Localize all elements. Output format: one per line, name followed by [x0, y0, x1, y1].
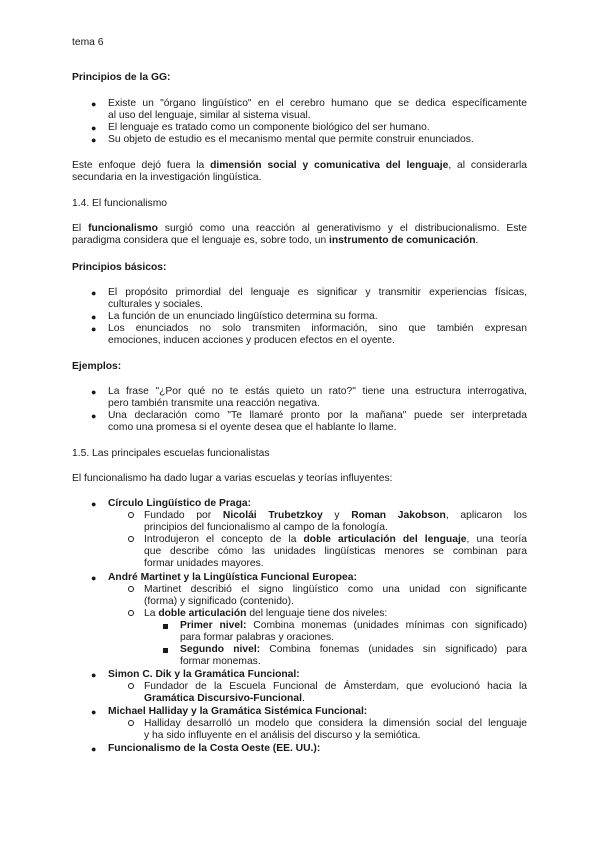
- praga-sub-1-line-2: principios del funcionalismo al campo de la fonología.: [144, 522, 388, 533]
- gg-paragraph-line-2: secundaria en la investigación lingüística.: [72, 172, 262, 183]
- basic-principles-heading: Principios básicos:: [72, 262, 167, 273]
- circle-bullet-icon: [128, 720, 134, 726]
- bullet-icon: ●: [91, 288, 97, 298]
- bullet-icon: ●: [91, 135, 97, 145]
- gg-bullet-3: Su objeto de estudio es el mecanismo mental que permite construir enunciados.: [108, 134, 474, 145]
- martinet-sub-1-line-2: (forma) y significado (contenido).: [144, 596, 294, 607]
- praga-sub-2-line-2: que describe cómo las unidades lingüísticas menores se combinan para: [144, 546, 527, 557]
- section-title-1-5: 1.5. Las principales escuelas funcionalistas: [72, 448, 270, 459]
- schools-intro: El funcionalismo ha dado lugar a varias escuelas y teorías influyentes:: [72, 473, 393, 484]
- circle-bullet-icon: [128, 683, 134, 689]
- bullet-icon: ●: [91, 123, 97, 133]
- basic-bullet-2: La función de un enunciado lingüístico determina su forma.: [108, 311, 378, 322]
- praga-sub-2-line-1: Introdujeron el concepto de la doble articulación del lenguaje, una teoría: [144, 534, 528, 545]
- bullet-icon: ●: [91, 324, 97, 334]
- bullet-icon: ●: [91, 670, 97, 680]
- gg-heading: Principios de la GG:: [72, 72, 171, 83]
- example-2-line-1: Una declaración como "Te llamaré pronto por la mañana" puede ser interpretada: [108, 410, 527, 421]
- section-title-1-4: 1.4. El funcionalismo: [72, 198, 168, 209]
- dik-sub-1-line-2: Gramática Discursivo-Funcional.: [144, 693, 305, 704]
- gg-bullet-1-line-2: al uso del lenguaje, similar al sistema visual.: [108, 110, 311, 121]
- praga-title: Círculo Lingüístico de Praga:: [108, 498, 252, 509]
- circle-bullet-icon: [128, 610, 134, 616]
- praga-sub-1-line-1: Fundado por Nicolái Trubetzkoy y Roman Jakobson, aplicaron los: [144, 510, 527, 521]
- square-bullet-icon: [163, 624, 168, 629]
- examples-heading: Ejemplos:: [72, 361, 122, 372]
- halliday-title: Michael Halliday y la Gramática Sistémica Funcional:: [108, 706, 368, 717]
- circle-bullet-icon: [128, 512, 134, 518]
- martinet-title: André Martinet y la Lingüística Funcional Europea:: [108, 572, 357, 583]
- bullet-icon: ●: [91, 707, 97, 717]
- bullet-icon: ●: [91, 387, 97, 397]
- basic-bullet-1-line-1: El propósito primordial del lenguaje es significar y transmitir experiencias físicas,: [108, 287, 527, 298]
- basic-bullet-3-line-2: emociones, inducen acciones y producen efectos en el oyente.: [108, 335, 395, 346]
- func-intro-line-2: paradigma considera que el lenguaje es, sobre todo, un instrumento de comunicación.: [72, 235, 479, 246]
- martinet-sub-1-line-1: Martinet describió el signo lingüístico como una unidad con significante: [144, 584, 527, 595]
- bullet-icon: ●: [91, 744, 97, 754]
- martinet-level-1-line-1: Primer nivel: Combina monemas (unidades mínimas con significado): [180, 620, 527, 631]
- square-bullet-icon: [163, 648, 168, 653]
- example-1-line-1: La frase "¿Por qué no te estás quieto un rato?" tiene una estructura interrogativa,: [108, 386, 527, 397]
- bullet-icon: ●: [91, 411, 97, 421]
- martinet-level-2-line-1: Segundo nivel: Combina fonemas (unidades sin significado) para: [180, 644, 527, 655]
- bullet-icon: ●: [91, 573, 97, 583]
- bullet-icon: ●: [91, 499, 97, 509]
- bullet-icon: ●: [91, 312, 97, 322]
- gg-bullet-2: El lenguaje es tratado como un componente biológico del ser humano.: [108, 122, 430, 133]
- example-2-line-2: como una promesa si el oyente desea que el hablante lo llame.: [108, 422, 397, 433]
- circle-bullet-icon: [128, 586, 134, 592]
- costa-oeste-title: Funcionalismo de la Costa Oeste (EE. UU.):: [108, 743, 321, 754]
- dik-title: Simon C. Dik y la Gramática Funcional:: [108, 669, 300, 680]
- martinet-level-1-line-2: para formar palabras y oraciones.: [180, 632, 334, 643]
- gg-bullet-1-line-1: Existe un "órgano lingüístico" en el cerebro humano que se dedica específicamente: [108, 98, 527, 109]
- gg-paragraph-line-1: Este enfoque dejó fuera la dimensión social y comunicativa del lenguaje, al considerarla: [72, 160, 528, 171]
- page-header: tema 6: [72, 37, 104, 48]
- martinet-sub-2: La doble articulación del lenguaje tiene dos niveles:: [144, 608, 388, 619]
- func-intro-line-1: El funcionalismo surgió como una reacción al generativismo y el distribucionalismo. Este: [72, 223, 527, 234]
- basic-bullet-1-line-2: culturales y sociales.: [108, 299, 203, 310]
- halliday-sub-1-line-2: y ha sido influyente en el análisis del discurso y la semiótica.: [144, 730, 421, 741]
- basic-bullet-3-line-1: Los enunciados no solo transmiten información, sino que también expresan: [108, 323, 527, 334]
- bullet-icon: ●: [91, 99, 97, 109]
- circle-bullet-icon: [128, 536, 134, 542]
- martinet-level-2-line-2: formar monemas.: [180, 656, 261, 667]
- example-1-line-2: pero también transmite una reacción negativa.: [108, 398, 320, 409]
- praga-sub-2-line-3: formar unidades mayores.: [144, 558, 264, 569]
- halliday-sub-1-line-1: Halliday desarrolló un modelo que considera la dimensión social del lenguaje: [144, 718, 527, 729]
- dik-sub-1-line-1: Fundador de la Escuela Funcional de Ámsterdam, que evolucionó hacia la: [144, 681, 527, 692]
